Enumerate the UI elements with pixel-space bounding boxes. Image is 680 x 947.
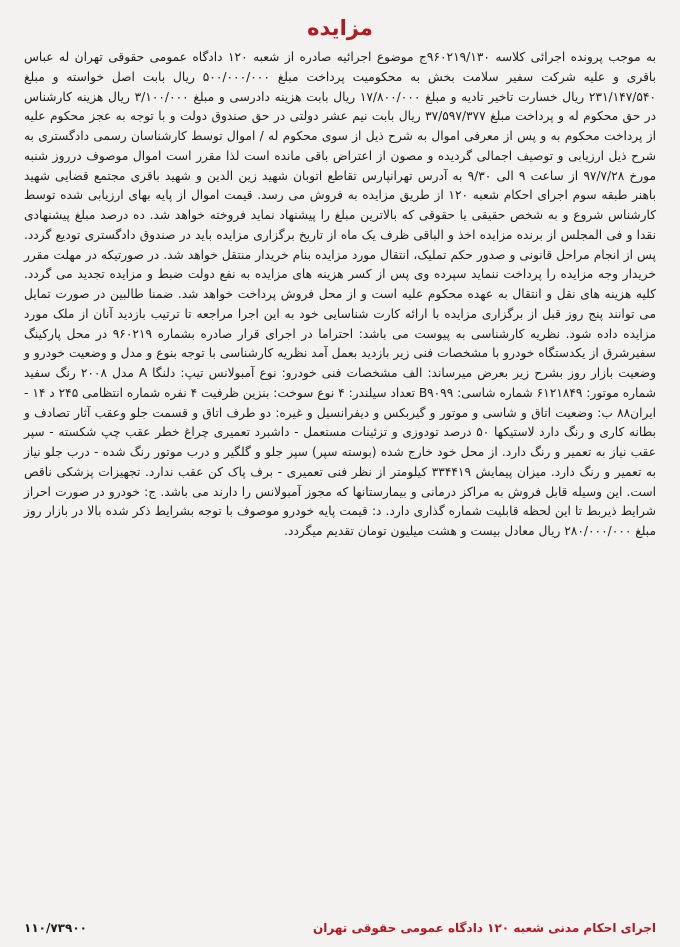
notice-code: ۱۱۰/۷۳۹۰۰: [24, 921, 87, 935]
notice-body-text: به موجب پرونده اجرائی کلاسه ۹۶۰۲۱۹/۱۳۰ج موضوع اجرائیه صادره از شعبه ۱۲۰ دادگاه عمومی حقوقی تهران له عباس باقری و علیه شرکت سفیر سلامت بخش به محکومیت پرداخت مبلغ ۵۰۰/۰۰۰/۰۰۰ ریال بابت اصل خواسته و مبلغ ۲۳۱/۱۴۷/۵۴۰ ریال خسارت تاخیر تادیه و مبلغ ۱۷/۸۰۰/۰۰۰ ریال بابت هزینه دادرسی و مبلغ ۳/۱۰۰/۰۰۰ ریال هزینه کارشناس در حق محکوم له و پرداخت مبلغ ۳۷/۵۹۷/۳۷۷ ریال بابت نیم عشر دولتی در حق صندوق دولت و با توجه به عجز محکوم علیه از پرداخت محکوم به و پس از معرفی اموال به شرح ذیل از سوی محکوم له / اموال توسط کارشناسان رسمی دادگستری به شرح ذیل ارزیابی و توصیف اجمالی گردیده و مصون از اعتراض باقی مانده است لذا مقرر است اموال موصوف درروز شنبه مورخ ۹۷/۷/۲۸ از ساعت ۹ الی ۹/۳۰ به آدرس تهرانپارس تقاطع اتوبان شهید زین الدین و شهید باقری مجتمع قضایی شهید باهنر طبقه سوم اجرای احکام شعبه ۱۲۰ از طریق مزایده به فروش می رسد. قیمت اموال از پایه بهای ارزیابی شده توسط کارشناس شروع و به شخص حقیقی یا حقوقی که بالاترین مبلغ را پیشنهاد نماید فروخته خواهد شد. ده درصد مبلغ پیشنهادی نقدا و فی المجلس از برنده مزایده اخذ و الباقی ظرف یک ماه از تاریخ برگزاری مزایده باید در صندوق دادگستری تودیع گردد. پس از انجام مراحل قانونی و صدور حکم تملیک، انتقال مورد مزایده بنام خریدار منتقل خواهد شد. در صورتیکه در مهلت مقرر خریدار وجه مزایده را پرداخت ننماید سپرده وی پس از کسر هزینه های مزایده به نفع دولت ضبط و مزایده تجدید می گردد. کلیه هزینه های نقل و انتقال به عهده محکوم علیه است و از محل فروش پرداخت خواهد شد. ضمنا طالبین در صورت تمایل می توانند پنج روز قبل از برگزاری مزایده با ارائه کارت شناسایی خود به این اجرا مراجعه تا ترتیب بازدید آنان از ملک مورد مزایده داده شود. نظریه کارشناسی به پیوست می باشد: احتراما در اجرای قرار صادره بشماره ۹۶۰۲۱۹ در محل پارکینگ سفیرشرق از یکدستگاه خودرو با مشخصات فنی زیر بازدید بعمل آمد نظریه کارشناسی با توجه بنوع و مدل و وضعیت خودرو و وضعیت بازار روز بشرح زیر بعرض میرساند: الف مشخصات فنی خودرو: نوع آمبولانس تیپ: دلنگا A مدل ۲۰۰۸ رنگ سفید شماره موتور: ۶۱۲۱۸۴۹ شماره شاسی: B۹۰۹۹ تعداد سیلندر: ۴ نوع سوخت: بنزین ظرفیت ۴ نفره شماره انتظامی ۲۴۵ د ۱۴ - ایران۸۸ ب: وضعیت اتاق و شاسی و موتور و گیربکس و دیفرانسیل و غیره: دو طرف اتاق و قسمت جلو وعقب آثار تصادف و بطانه کاری و رنگ دارد لاستیکها ۵۰ درصد تودوزی و تزئینات مستعمل - داشبرد تعمیری چراغ خطر عقب چپ شکسته - سپر عقب نیاز به تعمیر و رنگ دارد. از محل خود خارج شده (بوسته سپر) سپر جلو و گلگیر و درب موتور رنگ شده - درب جلو نیاز به تعمیر و رنگ دارد. میزان پیمایش ۳۳۴۴۱۹ کیلومتر از نظر فنی تعمیری - برف پاک کن عقب ندارد. تجهیزات پزشکی ناقص است. این وسیله قابل فروش به مراکز درمانی و بیمارستانها که مجوز آمبولانس را دارند می باشد. ج: خودرو در صورت احراز شرایط ذیربط تا این لحظه قابلیت شماره گذاری دارد. د: قیمت پایه خودرو موصوف با توجه بشرایط ذکر شده بالا در بازار روز مبلغ ۲۸۰/۰۰۰/۰۰۰ ریال معادل بیست و هشت میلیون تومان تقدیم میگردد.: [24, 50, 657, 538]
notice-title: مزایده: [307, 16, 373, 40]
notice-body: [24, 48, 656, 542]
notice-footer: [24, 917, 656, 939]
issuer-signature: اجرای احکام مدنی شعبه ۱۲۰ دادگاه عمومی حقوقی تهران: [313, 921, 656, 935]
